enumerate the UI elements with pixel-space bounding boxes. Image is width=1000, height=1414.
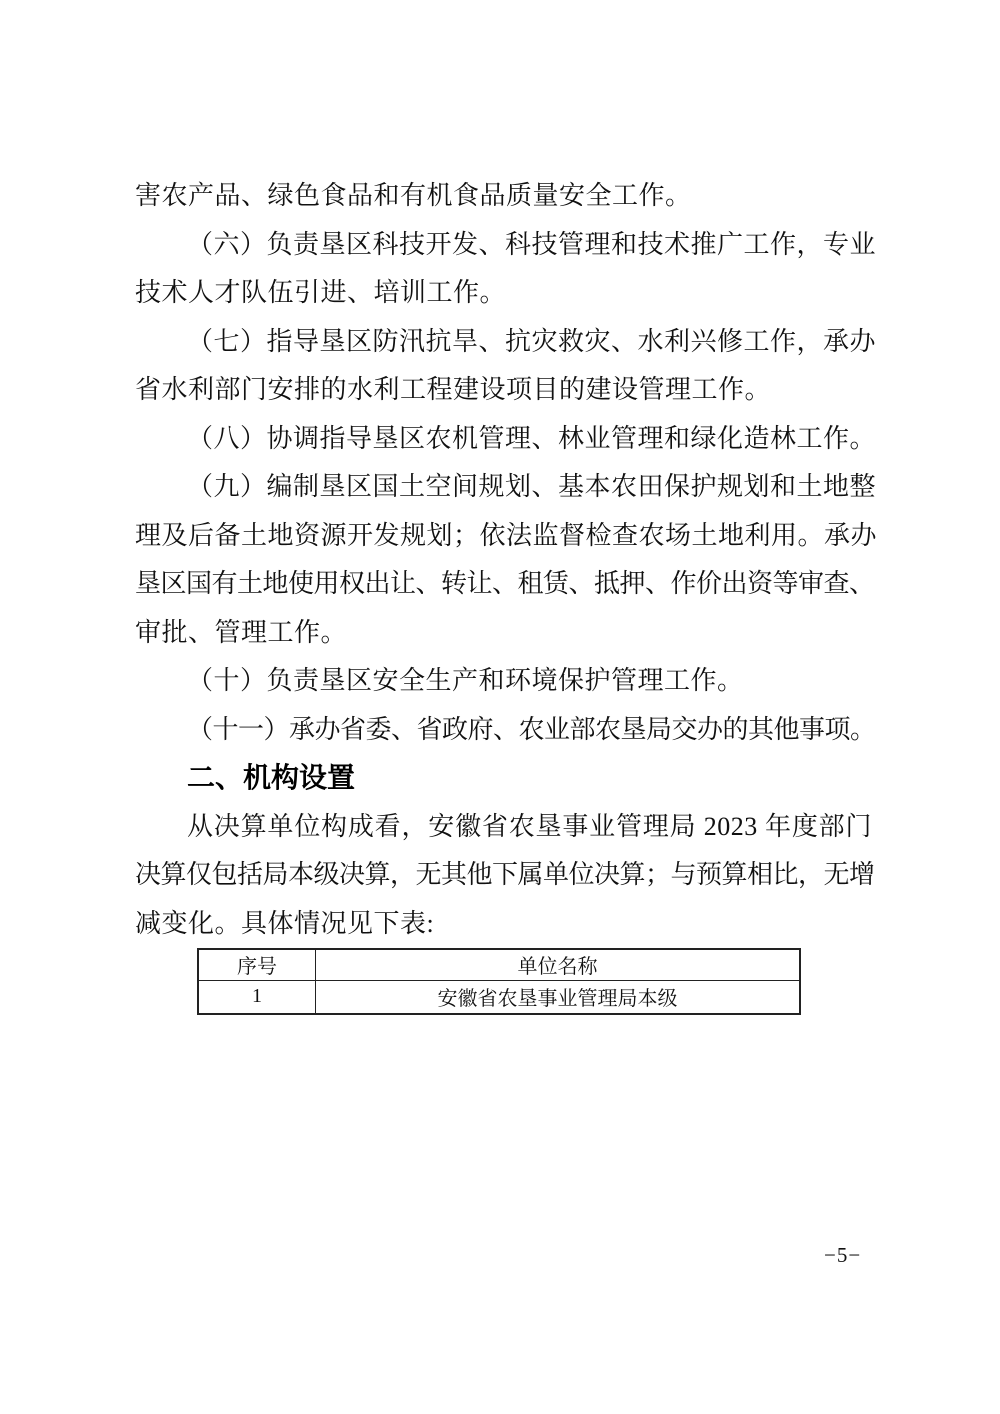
section-heading: 二、机构设置 [187,762,356,793]
text-line: （六）负责垦区科技开发、科技管理和技术推广工作，专业 [187,229,877,259]
text-line: 省水利部门安排的水利工程建设项目的建设管理工作。 [135,375,772,404]
text-line: （十）负责垦区安全生产和环境保护管理工作。 [187,666,744,695]
text-line: 减变化。具体情况见下表: [135,908,435,938]
table-header-unit-name: 单位名称 [316,949,801,980]
text-line: 从决算单位构成看，安徽省农垦事业管理局 2023 年度部门 [187,811,872,841]
table-row [198,980,800,1014]
text-line: 垦区国有土地使用权出让、转让、租赁、抵押、作价出资等审查、 [135,569,875,598]
text-line: 害农产品、绿色食品和有机食品质量安全工作。 [135,181,692,210]
text-line: 理及后备土地资源开发规划；依法监督检查农场土地利用。承办 [135,520,878,550]
text-line: （十一）承办省委、省政府、农业部农垦局交办的其他事项。 [187,714,876,744]
text-line: （九）编制垦区国土空间规划、基本农田保护规划和土地整 [187,472,877,501]
text-line: （七）指导垦区防汛抗旱、抗灾救灾、水利兴修工作，承办 [187,326,877,356]
cell-unit-name: 安徽省农垦事业管理局本级 [316,980,801,1014]
text-line: 技术人才队伍引进、培训工作。 [135,278,507,307]
page-number: −5− [824,1243,862,1267]
text-line: 决算仅包括局本级决算，无其他下属单位决算；与预算相比，无增 [135,860,875,889]
document-body [135,172,878,1015]
cell-index: 1 [198,980,316,1014]
text-line: （八）协调指导垦区农机管理、林业管理和绿化造林工作。 [187,423,877,453]
table-header-row [198,949,800,980]
unit-table [197,948,801,1015]
table-header-index: 序号 [198,949,316,980]
text-line: 审批、管理工作。 [135,617,348,647]
